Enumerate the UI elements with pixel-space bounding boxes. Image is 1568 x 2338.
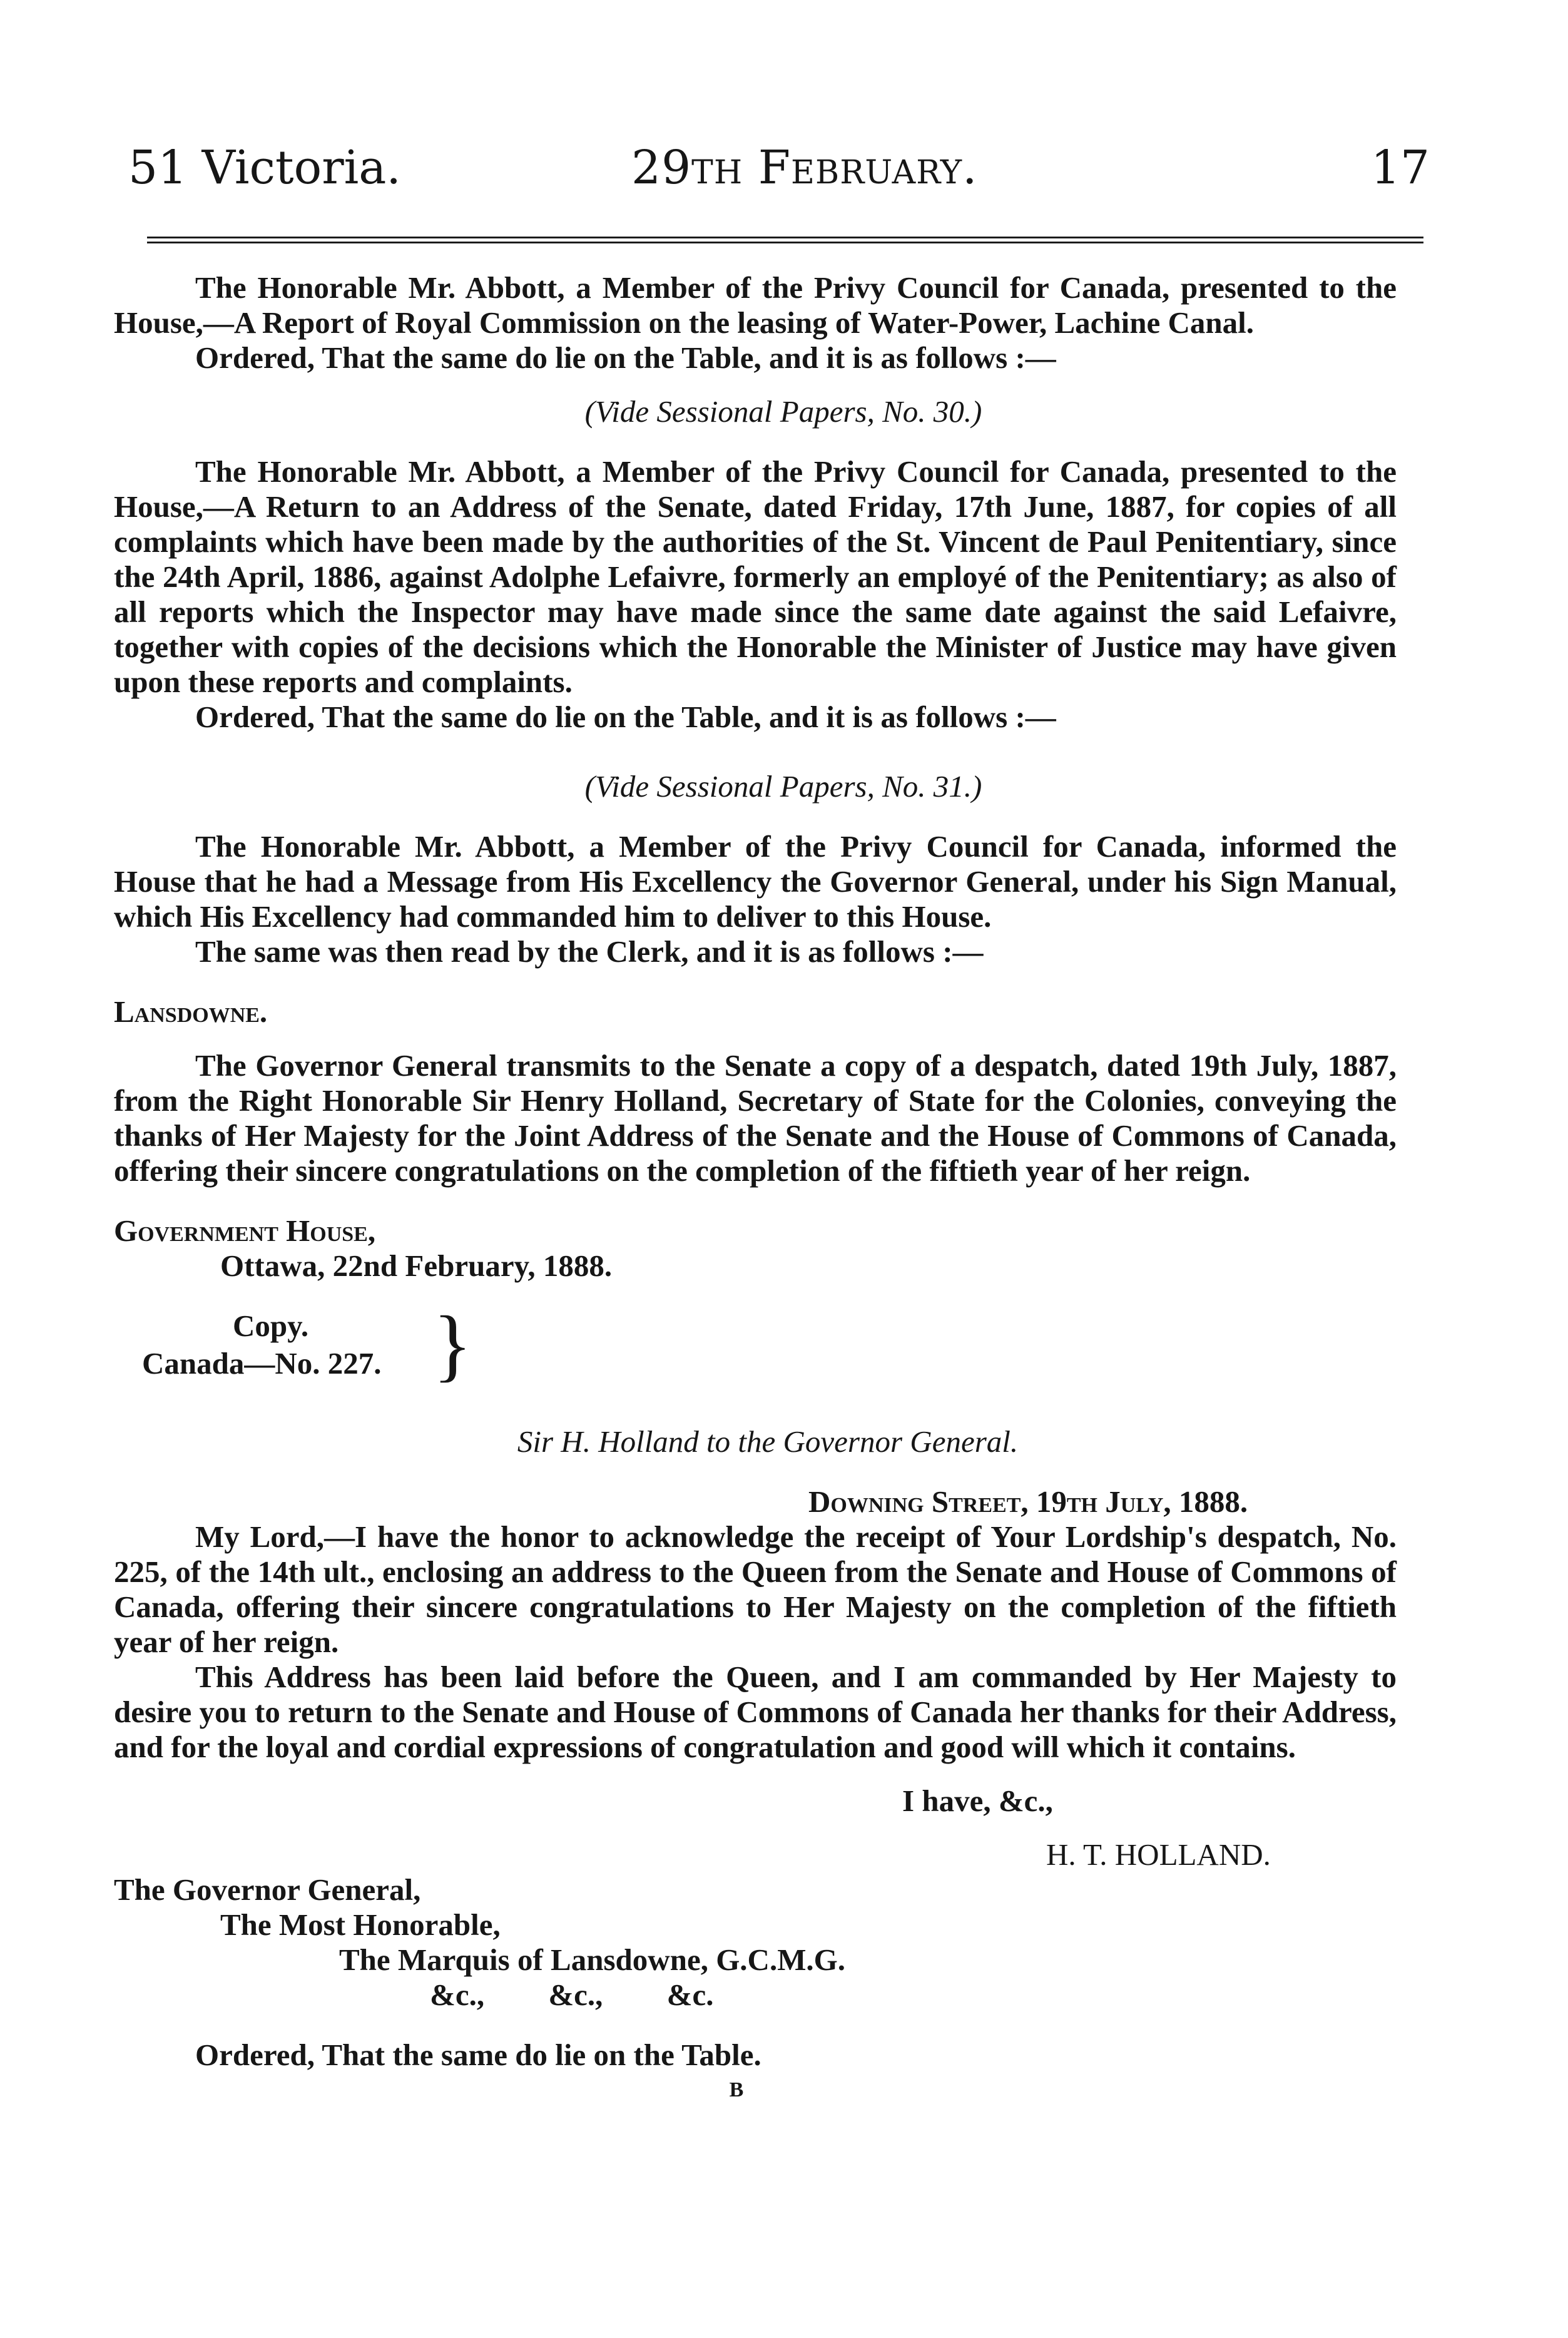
page-header — [128, 141, 1430, 210]
message-text: The Governor General transmits to the Senate a copy of a despatch, dated 19th July, 1887, from the Right Honorable Sir Henry Holland, Secretary of State for the Colonies, conveying the thanks of Her Majesty for the Joint Address of the Senate and the House of Commons of Canada, offering their sincere congratulations on the completion of the fiftieth year of her reign. — [114, 1048, 1397, 1188]
despatch-paragraph-1: My Lord,—I have the honor to acknowledge the receipt of Your Lordship's despatch, No. 225, of the 14th ult., enclosing an address to the Queen from the Senate and House of Commons of Canada, offering their sincere congratulations to Her Majesty on the completion of the fiftieth year of her reign. — [114, 1519, 1397, 1659]
entry-1-ordered: Ordered, That the same do lie on the Table, and it is as follows :— — [195, 340, 1056, 375]
despatch-heading: Sir H. Holland to the Governor General. — [517, 1424, 1019, 1459]
copy-reference — [114, 1300, 1397, 1390]
entry-2-text: The Honorable Mr. Abbott, a Member of the Privy Council for Canada, presented to the House,—A Return to an Address of the Senate, dated Friday, 17th June, 1887, for copies of all complaints which have been made by the authorities of the St. Vincent de Paul Penitentiary, since the 24th April, 1886, against Adolphe Lefaivre, formerly an employé of the Penitentiary; as also of all reports which the Inspector may have made since the same date against the said Lefaivre, together with copies of the decisions which the Honorable the Minister of Justice may have given upon these reports and complaints. — [114, 454, 1397, 699]
copy-label: Copy. — [233, 1309, 309, 1343]
page-number: 17 — [1370, 141, 1430, 195]
despatch-dateline: Downing Street, 19th July, 1888. — [808, 1484, 1248, 1519]
entry-3-read: The same was then read by the Clerk, and it is as follows :— — [195, 934, 984, 969]
entry-2-ordered: Ordered, That the same do lie on the Table, and it is as follows :— — [195, 700, 1056, 734]
entry-3-text: The Honorable Mr. Abbott, a Member of the Privy Council for Canada, informed the House that he had a Message from His Excellency the Governor General, under his Sign Manual, which His Excellency had commanded him to deliver to this House. — [114, 829, 1397, 934]
header-rule-bottom — [147, 242, 1423, 243]
despatch-closing: I have, &c., — [902, 1784, 1053, 1818]
header-regnal-year: 51 Victoria. — [128, 141, 401, 195]
journal-body — [114, 270, 1397, 2108]
entry-2-vide: (Vide Sessional Papers, No. 31.) — [584, 769, 982, 804]
address-line-3: The Marquis of Lansdowne, G.C.M.G. — [339, 1942, 846, 1977]
entry-1-vide: (Vide Sessional Papers, No. 30.) — [584, 394, 982, 429]
address-line-4: &c., &c., &c. — [430, 1978, 714, 2012]
message-date: Ottawa, 22nd February, 1888. — [220, 1248, 613, 1283]
signature-mark: B — [729, 2078, 744, 2101]
entry-1-text: The Honorable Mr. Abbott, a Member of the Privy Council for Canada, presented to the House,—A Report of Royal Commission on the leasing of Water-Power, Lachine Canal. — [114, 270, 1397, 340]
address-line-1: The Governor General, — [114, 1872, 421, 1907]
address-line-2: The Most Honorable, — [220, 1907, 501, 1942]
despatch-paragraph-2: This Address has been laid before the Queen, and I am commanded by Her Majesty to desire you to return to the Senate and House of Commons of Canada her thanks for their Address, and for the loyal and cordial expressions of congratulation and good will which it contains. — [114, 1660, 1397, 1764]
header-rule-top — [147, 237, 1423, 238]
message-place: Government House, — [114, 1213, 376, 1248]
message-signer: Lansdowne. — [114, 994, 268, 1029]
final-ordered: Ordered, That the same do lie on the Table. — [195, 2038, 761, 2072]
despatch-signature: H. T. HOLLAND. — [1046, 1837, 1271, 1872]
header-date: 29th February. — [631, 141, 978, 195]
brace-icon: } — [433, 1300, 472, 1390]
copy-despatch-number: Canada—No. 227. — [142, 1346, 382, 1381]
